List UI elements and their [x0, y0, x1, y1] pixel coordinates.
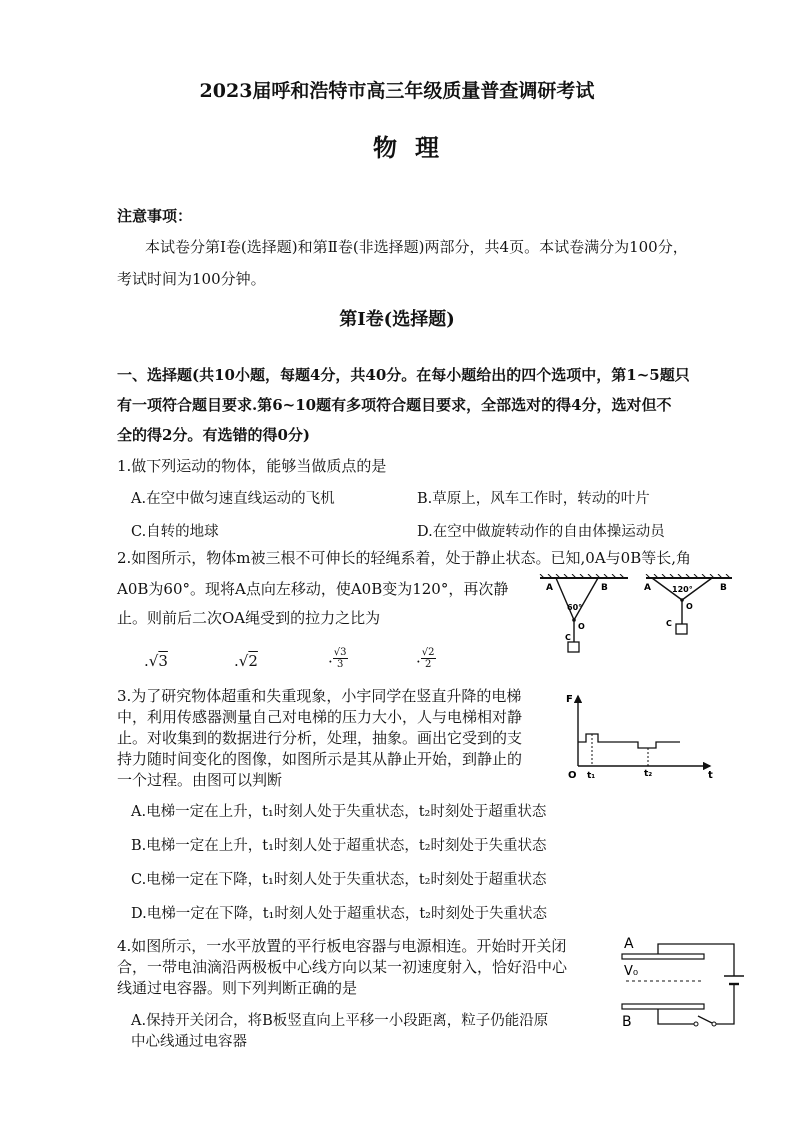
q2-option-a: .√3	[144, 652, 168, 670]
label-b-right: B	[720, 583, 727, 593]
mass-right	[676, 624, 687, 634]
switch-contact-right	[712, 1022, 716, 1026]
q2-line-1: 2.如图所示，物体m被三根不可伸长的轻绳系着，处于静止状态。已知,0A与0B等长,角	[117, 549, 692, 567]
q3-option-d: D.电梯一定在下降，t₁时刻人处于超重状态，t₂时刻处于失重状态	[131, 906, 547, 922]
q1-option-d: D.在空中做旋转动作的自由体操运动员	[417, 524, 665, 540]
origin-label: O	[568, 770, 577, 781]
q3-option-a: A.电梯一定在上升，t₁时刻人处于失重状态，t₂时刻处于超重状态	[131, 804, 547, 820]
wire-right	[714, 984, 734, 1024]
q4-option-a-line-1: A.保持开关闭合，将B板竖直向上平移一小段距离，粒子仍能沿原	[131, 1013, 549, 1029]
q3-line-4: 持力随时间变化的图像，如图所示是其从静止开始，到静止的	[117, 750, 523, 768]
q1-option-c: C.自转的地球	[131, 524, 219, 540]
rope-ob-left	[574, 578, 598, 620]
subject-title: 物理	[373, 133, 457, 162]
q2-line-3: 止。则前后二次OA绳受到的拉力之比为	[117, 609, 381, 627]
q2-option-b: .√2	[234, 652, 258, 670]
angle-right: 120°	[672, 585, 693, 594]
switch-contact-left	[694, 1022, 698, 1026]
wire-bottom	[658, 1009, 694, 1024]
label-c-right: C	[666, 619, 672, 628]
plate-a	[622, 954, 704, 959]
rope-oa-left	[556, 578, 574, 620]
label-b-left: B	[601, 583, 608, 593]
angle-left: 60°	[567, 603, 583, 612]
force-curve	[578, 734, 680, 748]
q3-option-b: B.电梯一定在上升，t₁时刻人处于超重状态，t₂时刻处于失重状态	[131, 838, 547, 854]
q2-option-d: . $\frac{√2}{2}$	[416, 647, 435, 670]
knot-left	[572, 618, 576, 622]
plate-a-label: A	[624, 936, 634, 952]
q1-option-a: A.在空中做匀速直线运动的飞机	[131, 491, 335, 507]
q3-line-2: 中，利用传感器测量自己对电梯的压力大小，人与电梯相对静	[117, 708, 523, 726]
q4-capacitor-circuit	[618, 932, 748, 1038]
label-c-left: C	[565, 633, 571, 642]
section-title: 第Ⅰ卷(选择题)	[339, 309, 455, 330]
q2-line-2: A0B为60°。现将A点向左移动，使A0B变为120°，再次静	[117, 580, 509, 598]
section-instruction-1: 一、选择题(共10小题，每题4分，共40分。在每小题给出的四个选项中，第1~5题只	[117, 366, 690, 384]
q2-option-c: . $\frac{√3}{3}$	[328, 647, 347, 670]
velocity-label: V₀	[624, 964, 639, 979]
q4-line-1: 4.如图所示，一水平放置的平行板电容器与电源相连。开始时开关闭	[117, 937, 567, 955]
notice-heading: 注意事项：	[117, 207, 193, 225]
section-instruction-3: 全的得2分。有选错的得0分)	[117, 426, 310, 444]
q3-line-5: 一个过程。由图可以判断	[117, 771, 283, 789]
q4-option-a-line-2: 中心线通过电容器	[131, 1034, 247, 1050]
mass-left	[568, 642, 579, 652]
switch	[698, 1016, 714, 1024]
section-instruction-2: 有一项符合题目要求.第6~10题有多项符合题目要求，全部选对的得4分，选对但不	[117, 396, 672, 414]
notice-line-2: 考试时间为100分钟。	[117, 270, 266, 288]
ceiling-right	[646, 574, 732, 578]
q4-line-2: 合，一带电油滴沿两极板中心线方向以某一初速度射入，恰好沿中心	[117, 958, 568, 976]
q3-option-c: C.电梯一定在下降，t₁时刻人处于失重状态，t₂时刻处于超重状态	[131, 872, 547, 888]
notice-line-1: 本试卷分第Ⅰ卷(选择题)和第Ⅱ卷(非选择题)两部分，共4页。本试卷满分为100分，	[145, 238, 688, 256]
knot-right	[680, 598, 684, 602]
q3-line-3: 止。对收集到的数据进行分析，处理，抽象。画出它受到的支	[117, 729, 523, 747]
t-label: t	[708, 770, 713, 781]
plate-b-label: B	[622, 1014, 632, 1030]
label-o-left: O	[578, 622, 585, 631]
q3-force-time-graph	[560, 690, 720, 782]
label-o-right: O	[686, 602, 693, 611]
plate-b	[622, 1004, 704, 1009]
q3-line-1: 3.为了研究物体超重和失重现象，小宇同学在竖直升降的电梯	[117, 687, 522, 705]
t1-label: t₁	[587, 771, 596, 781]
q4-line-3: 线通过电容器。则下列判断正确的是	[117, 979, 358, 997]
q1-option-b: B.草原上，风车工作时，转动的叶片	[417, 491, 650, 507]
exam-title: 2023届呼和浩特市高三年级质量普查调研考试	[199, 80, 595, 102]
f-label: F	[566, 694, 573, 705]
label-a-right: A	[644, 583, 651, 593]
ceiling-left	[540, 574, 628, 578]
q2-rope-figure	[536, 574, 756, 656]
wire-top	[658, 944, 734, 976]
t2-label: t₂	[644, 769, 653, 779]
label-a-left: A	[546, 583, 553, 593]
q1-stem: 1.做下列运动的物体，能够当做质点的是	[117, 457, 387, 475]
